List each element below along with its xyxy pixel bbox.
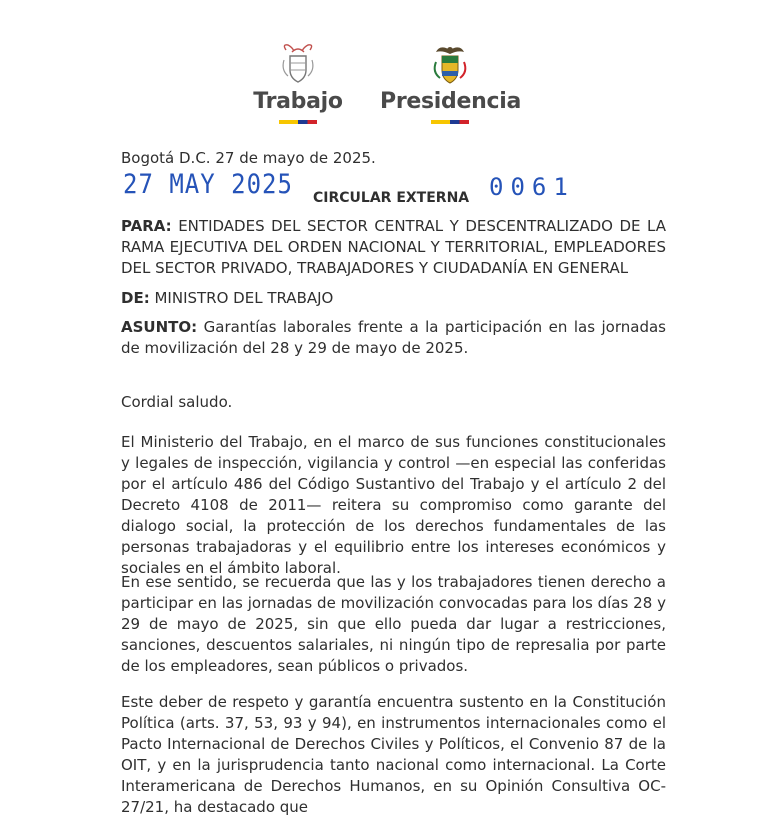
body-paragraph-2: En ese sentido, se recuerda que las y los trabajadores tienen derecho a participar en las jornadas de movilización convocadas para los días 28 y 29 de mayo de 2025, sin que ello pueda dar lugar a restricciones, sanciones, descuentos salariales, ni ningún tipo de represalia por parte de los empleadores, sean públicos o privados. (121, 573, 666, 675)
asunto-section (121, 317, 666, 359)
trabajo-logo-text: Trabajo (253, 89, 343, 114)
greeting: Cordial saludo. (121, 393, 233, 411)
trabajo-logo (248, 42, 348, 124)
asunto-text: Garantías laborales frente a la participación en las jornadas de movilización del 28 y 29 de mayo de 2025. (121, 318, 666, 357)
para-label: PARA: (121, 217, 172, 235)
received-date-stamp: 27 MAY 2025 (123, 168, 293, 200)
trabajo-flag-bar (279, 120, 317, 124)
document-title: CIRCULAR EXTERNA (313, 190, 470, 206)
para-section (121, 216, 666, 279)
presidencia-logo (380, 42, 520, 124)
presidencia-logo-text: Presidencia (380, 89, 521, 114)
de-section (121, 288, 333, 309)
colombia-coat-of-arms-outline-icon (278, 42, 318, 86)
date-line: Bogotá D.C. 27 de mayo de 2025. (121, 149, 376, 167)
de-label: DE: (121, 289, 150, 307)
de-text: MINISTRO DEL TRABAJO (154, 289, 334, 307)
colombia-coat-of-arms-color-icon (430, 42, 470, 86)
body-paragraph-1: El Ministerio del Trabajo, en el marco de sus funciones constitucionales y legales de inspección, vigilancia y control —en especial las conferidas por el artículo 486 del Código Sustantivo del Trabajo y el artículo 2 del Decreto 4108 de 2011— reitera su compromiso como garante del dialogo social, la protección de los derechos fundamentales de las personas trabajadoras y el equilibrio entre los intereses económicos y sociales en el ámbito laboral. (121, 433, 666, 577)
presidencia-flag-bar (431, 120, 469, 124)
para-text: ENTIDADES DEL SECTOR CENTRAL Y DESCENTRALIZADO DE LA RAMA EJECUTIVA DEL ORDEN NACIONAL Y TERRITORIAL, EMPLEADORES DEL SECTOR PRIVADO, TRABAJADORES Y CIUDADANÍA EN GENERAL (121, 217, 667, 277)
body-paragraph-3: Este deber de respeto y garantía encuentra sustento en la Constitución Política (arts. 37, 53, 93 y 94), en instrumentos internacionales como el Pacto Internacional de Derechos Civiles y Políticos, el Convenio 87 de la OIT, y en la jurisprudencia tanto nacional como internacional. La Corte Interamericana de Derechos Humanos, en su Opinión Consultiva OC-27/21, ha destacado que (121, 693, 666, 816)
circular-number-stamp: 0061 (489, 173, 575, 201)
asunto-label: ASUNTO: (121, 318, 198, 336)
